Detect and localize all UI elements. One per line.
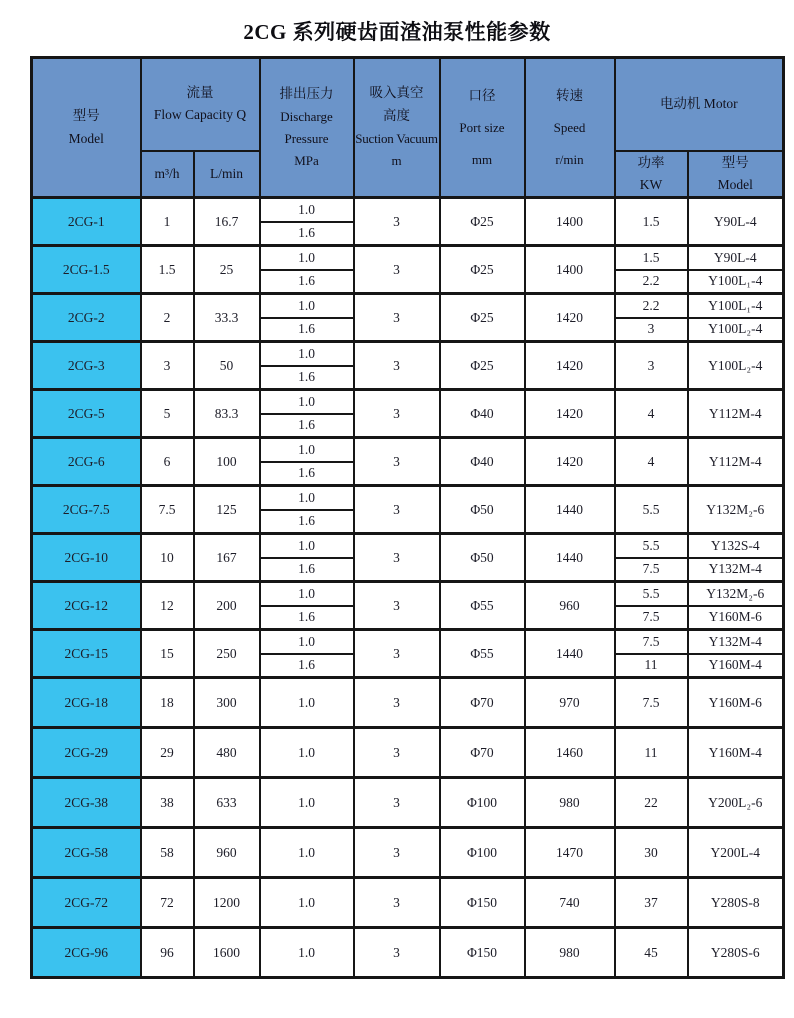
- cell-pressure: 1.6: [260, 462, 354, 486]
- header-line: KW: [639, 176, 663, 192]
- cell-flow-m3h: 6: [141, 438, 194, 486]
- cell-port-size: Φ70: [440, 678, 525, 728]
- cell-motor-power: 5.5: [615, 534, 688, 558]
- cell-motor-model: Y100L₂-4: [688, 342, 784, 390]
- cell-motor-model: Y112M-4: [688, 438, 784, 486]
- cell-motor-model: Y160M-6: [688, 606, 784, 630]
- cell-pump-model: 2CG-29: [32, 728, 141, 778]
- cell-pump-model: 2CG-1: [32, 198, 141, 246]
- pump-row: [32, 534, 784, 558]
- cell-pressure: 1.0: [260, 438, 354, 462]
- cell-flow-lmin: 16.7: [194, 198, 260, 246]
- cell-pressure: 1.0: [260, 778, 354, 828]
- pump-row: [32, 630, 784, 654]
- pump-rows: [32, 198, 784, 978]
- header-line: 电动机 Motor: [659, 96, 738, 112]
- cell-motor-power: 2.2: [615, 294, 688, 318]
- header-line: Suction Vacuum: [355, 131, 438, 147]
- header-speed: [525, 58, 615, 198]
- cell-motor-power: 11: [615, 728, 688, 778]
- cell-port-size: Φ50: [440, 534, 525, 582]
- cell-flow-lmin: 633: [194, 778, 260, 828]
- header-port-size: [440, 58, 525, 198]
- header-motor-model: [688, 151, 784, 198]
- header-line: 型号: [721, 154, 749, 170]
- header-row-top: [32, 58, 784, 151]
- cell-motor-power: 37: [615, 878, 688, 928]
- cell-suction-vacuum: 3: [354, 778, 440, 828]
- cell-flow-m3h: 3: [141, 342, 194, 390]
- cell-motor-power: 3: [615, 318, 688, 342]
- cell-flow-m3h: 38: [141, 778, 194, 828]
- cell-pressure: 1.0: [260, 828, 354, 878]
- cell-motor-model: Y132M₂-6: [688, 486, 784, 534]
- cell-suction-vacuum: 3: [354, 342, 440, 390]
- cell-pressure: 1.0: [260, 928, 354, 978]
- cell-port-size: Φ55: [440, 582, 525, 630]
- cell-motor-power: 4: [615, 438, 688, 486]
- cell-suction-vacuum: 3: [354, 246, 440, 294]
- cell-pump-model: 2CG-72: [32, 878, 141, 928]
- header-model: [32, 58, 141, 198]
- cell-motor-power: 4: [615, 390, 688, 438]
- cell-motor-power: 3: [615, 342, 688, 390]
- cell-pressure: 1.0: [260, 728, 354, 778]
- header-line: Model: [68, 130, 104, 146]
- header-motor: [615, 58, 784, 151]
- header-flow-m3h: m³/h: [141, 151, 194, 198]
- header-line: m: [391, 153, 402, 169]
- cell-suction-vacuum: 3: [354, 678, 440, 728]
- cell-speed: 1400: [525, 246, 615, 294]
- cell-suction-vacuum: 3: [354, 828, 440, 878]
- cell-pressure: 1.0: [260, 390, 354, 414]
- header-line: Flow Capacity Q: [153, 107, 247, 123]
- header-line: 功率: [637, 154, 665, 170]
- pump-row: [32, 486, 784, 510]
- header-line: Port size: [459, 120, 505, 136]
- cell-motor-power: 5.5: [615, 582, 688, 606]
- cell-pump-model: 2CG-1.5: [32, 246, 141, 294]
- cell-motor-model: Y132S-4: [688, 534, 784, 558]
- cell-flow-lmin: 1200: [194, 878, 260, 928]
- cell-flow-lmin: 200: [194, 582, 260, 630]
- pump-row: [32, 294, 784, 318]
- cell-suction-vacuum: 3: [354, 294, 440, 342]
- cell-motor-model: Y100L₁-4: [688, 270, 784, 294]
- cell-motor-power: 5.5: [615, 486, 688, 534]
- cell-pressure: 1.6: [260, 414, 354, 438]
- cell-flow-lmin: 100: [194, 438, 260, 486]
- cell-pump-model: 2CG-6: [32, 438, 141, 486]
- cell-speed: 1420: [525, 342, 615, 390]
- cell-flow-m3h: 72: [141, 878, 194, 928]
- table-header: [32, 58, 784, 198]
- cell-pressure: 1.6: [260, 510, 354, 534]
- cell-pressure: 1.6: [260, 318, 354, 342]
- cell-flow-m3h: 5: [141, 390, 194, 438]
- cell-flow-lmin: 480: [194, 728, 260, 778]
- pump-row: [32, 438, 784, 462]
- header-discharge-pressure: [260, 58, 354, 198]
- cell-pump-model: 2CG-18: [32, 678, 141, 728]
- cell-speed: 1440: [525, 630, 615, 678]
- cell-port-size: Φ150: [440, 928, 525, 978]
- header-flow: [141, 58, 260, 151]
- header-line: mm: [471, 152, 493, 168]
- pump-row: [32, 928, 784, 978]
- header-line: 转速: [556, 88, 583, 104]
- cell-motor-model: Y100L₂-4: [688, 318, 784, 342]
- cell-motor-model: Y132M₂-6: [688, 582, 784, 606]
- cell-flow-m3h: 96: [141, 928, 194, 978]
- cell-pump-model: 2CG-2: [32, 294, 141, 342]
- cell-flow-lmin: 33.3: [194, 294, 260, 342]
- cell-motor-model: Y280S-8: [688, 878, 784, 928]
- header-line: MPa: [294, 153, 319, 169]
- header-flow-lmin: L/min: [194, 151, 260, 198]
- cell-suction-vacuum: 3: [354, 728, 440, 778]
- cell-motor-model: Y90L-4: [688, 198, 784, 246]
- cell-pressure: 1.0: [260, 878, 354, 928]
- header-line: r/min: [555, 152, 584, 168]
- cell-pressure: 1.0: [260, 342, 354, 366]
- cell-suction-vacuum: 3: [354, 390, 440, 438]
- cell-motor-power: 2.2: [615, 270, 688, 294]
- cell-port-size: Φ25: [440, 342, 525, 390]
- cell-speed: 1400: [525, 198, 615, 246]
- cell-flow-lmin: 167: [194, 534, 260, 582]
- cell-speed: 1420: [525, 390, 615, 438]
- cell-flow-m3h: 12: [141, 582, 194, 630]
- cell-pump-model: 2CG-7.5: [32, 486, 141, 534]
- cell-pump-model: 2CG-3: [32, 342, 141, 390]
- cell-flow-m3h: 1.5: [141, 246, 194, 294]
- cell-flow-m3h: 58: [141, 828, 194, 878]
- cell-speed: 1420: [525, 438, 615, 486]
- cell-flow-m3h: 18: [141, 678, 194, 728]
- cell-pressure: 1.0: [260, 294, 354, 318]
- pump-row: [32, 828, 784, 878]
- cell-pressure: 1.0: [260, 534, 354, 558]
- cell-suction-vacuum: 3: [354, 630, 440, 678]
- cell-flow-m3h: 29: [141, 728, 194, 778]
- cell-speed: 960: [525, 582, 615, 630]
- cell-flow-m3h: 2: [141, 294, 194, 342]
- cell-flow-m3h: 15: [141, 630, 194, 678]
- cell-suction-vacuum: 3: [354, 198, 440, 246]
- cell-motor-model: Y132M-4: [688, 558, 784, 582]
- cell-pump-model: 2CG-58: [32, 828, 141, 878]
- cell-flow-m3h: 7.5: [141, 486, 194, 534]
- header-suction-vacuum: [354, 58, 440, 198]
- header-line: 口径: [468, 88, 496, 104]
- header-line: Model: [717, 176, 753, 192]
- cell-motor-model: Y100L₁-4: [688, 294, 784, 318]
- cell-pump-model: 2CG-5: [32, 390, 141, 438]
- cell-flow-lmin: 125: [194, 486, 260, 534]
- cell-motor-model: Y90L-4: [688, 246, 784, 270]
- cell-motor-model: Y200L₂-6: [688, 778, 784, 828]
- cell-pump-model: 2CG-10: [32, 534, 141, 582]
- header-line: Speed: [553, 120, 586, 136]
- cell-speed: 1460: [525, 728, 615, 778]
- cell-speed: 980: [525, 778, 615, 828]
- cell-motor-model: Y200L-4: [688, 828, 784, 878]
- cell-suction-vacuum: 3: [354, 534, 440, 582]
- cell-suction-vacuum: 3: [354, 438, 440, 486]
- header-line: 排出压力: [279, 85, 334, 101]
- cell-port-size: Φ70: [440, 728, 525, 778]
- pump-spec-table: [30, 56, 785, 979]
- cell-speed: 1470: [525, 828, 615, 878]
- cell-motor-power: 7.5: [615, 558, 688, 582]
- cell-flow-m3h: 10: [141, 534, 194, 582]
- cell-port-size: Φ25: [440, 198, 525, 246]
- cell-motor-power: 30: [615, 828, 688, 878]
- cell-port-size: Φ25: [440, 246, 525, 294]
- cell-pressure: 1.0: [260, 582, 354, 606]
- page-title: 2CG 系列硬齿面渣油泵性能参数: [243, 20, 551, 44]
- cell-suction-vacuum: 3: [354, 928, 440, 978]
- cell-motor-model: Y160M-4: [688, 654, 784, 678]
- cell-speed: 740: [525, 878, 615, 928]
- cell-motor-power: 7.5: [615, 606, 688, 630]
- pump-row: [32, 342, 784, 366]
- cell-port-size: Φ40: [440, 438, 525, 486]
- cell-pressure: 1.6: [260, 366, 354, 390]
- cell-port-size: Φ150: [440, 878, 525, 928]
- pump-row: [32, 878, 784, 928]
- cell-suction-vacuum: 3: [354, 486, 440, 534]
- cell-motor-power: 7.5: [615, 630, 688, 654]
- cell-speed: 970: [525, 678, 615, 728]
- cell-motor-model: Y160M-4: [688, 728, 784, 778]
- cell-speed: 1440: [525, 534, 615, 582]
- cell-motor-power: 11: [615, 654, 688, 678]
- cell-motor-model: Y280S-6: [688, 928, 784, 978]
- pump-row: [32, 582, 784, 606]
- cell-motor-model: Y112M-4: [688, 390, 784, 438]
- cell-pump-model: 2CG-15: [32, 630, 141, 678]
- cell-motor-model: Y160M-6: [688, 678, 784, 728]
- cell-flow-lmin: 1600: [194, 928, 260, 978]
- cell-port-size: Φ100: [440, 778, 525, 828]
- header-line: 流量: [186, 84, 214, 100]
- cell-pump-model: 2CG-38: [32, 778, 141, 828]
- cell-motor-power: 1.5: [615, 198, 688, 246]
- cell-suction-vacuum: 3: [354, 582, 440, 630]
- cell-pump-model: 2CG-12: [32, 582, 141, 630]
- cell-motor-model: Y132M-4: [688, 630, 784, 654]
- pump-row: [32, 246, 784, 270]
- cell-motor-power: 1.5: [615, 246, 688, 270]
- cell-suction-vacuum: 3: [354, 878, 440, 928]
- cell-flow-m3h: 1: [141, 198, 194, 246]
- cell-pressure: 1.6: [260, 558, 354, 582]
- pump-row: [32, 678, 784, 728]
- cell-flow-lmin: 300: [194, 678, 260, 728]
- header-line: Pressure: [284, 130, 329, 146]
- cell-pressure: 1.0: [260, 630, 354, 654]
- pump-row: [32, 390, 784, 414]
- pump-row: [32, 728, 784, 778]
- cell-port-size: Φ50: [440, 486, 525, 534]
- cell-flow-lmin: 250: [194, 630, 260, 678]
- cell-pump-model: 2CG-96: [32, 928, 141, 978]
- cell-flow-lmin: 960: [194, 828, 260, 878]
- cell-pressure: 1.0: [260, 678, 354, 728]
- cell-pressure: 1.6: [260, 654, 354, 678]
- cell-port-size: Φ55: [440, 630, 525, 678]
- cell-speed: 980: [525, 928, 615, 978]
- cell-port-size: Φ40: [440, 390, 525, 438]
- cell-pressure: 1.6: [260, 270, 354, 294]
- cell-flow-lmin: 50: [194, 342, 260, 390]
- cell-speed: 1440: [525, 486, 615, 534]
- header-line: Discharge: [280, 108, 333, 124]
- cell-pressure: 1.0: [260, 486, 354, 510]
- cell-motor-power: 45: [615, 928, 688, 978]
- cell-pressure: 1.6: [260, 222, 354, 246]
- cell-speed: 1420: [525, 294, 615, 342]
- header-line: 高度: [383, 108, 410, 124]
- cell-port-size: Φ100: [440, 828, 525, 878]
- header-line: 吸入真空: [369, 85, 424, 101]
- cell-pressure: 1.6: [260, 606, 354, 630]
- cell-motor-power: 7.5: [615, 678, 688, 728]
- cell-flow-lmin: 25: [194, 246, 260, 294]
- cell-flow-lmin: 83.3: [194, 390, 260, 438]
- header-line: 型号: [72, 108, 100, 124]
- pump-row: [32, 778, 784, 828]
- header-motor-power: [615, 151, 688, 198]
- pump-row: [32, 198, 784, 222]
- cell-pressure: 1.0: [260, 198, 354, 222]
- cell-port-size: Φ25: [440, 294, 525, 342]
- cell-pressure: 1.0: [260, 246, 354, 270]
- cell-motor-power: 22: [615, 778, 688, 828]
